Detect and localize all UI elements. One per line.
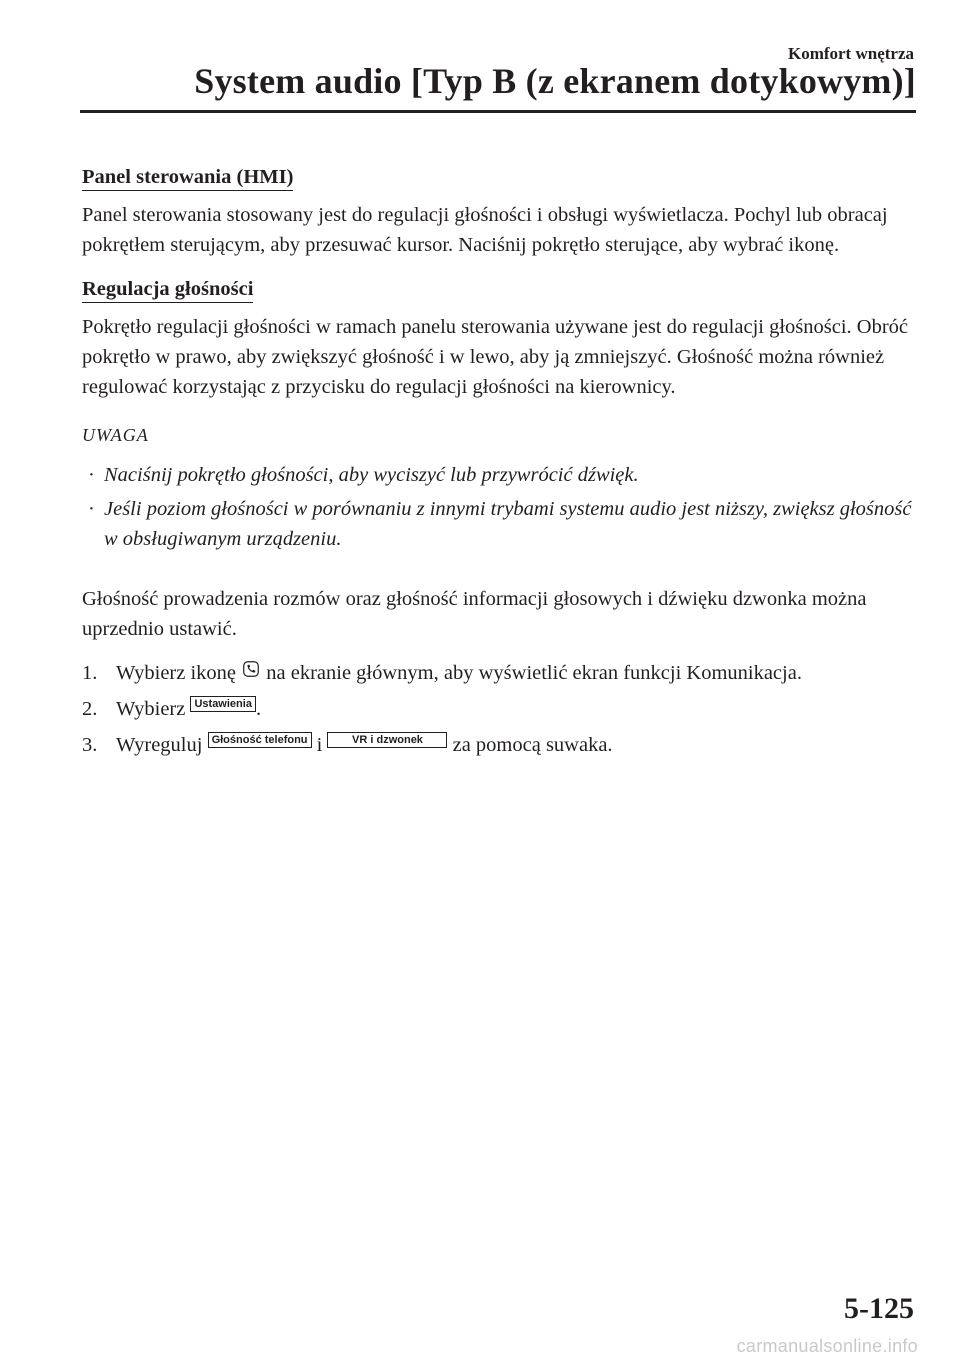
bullet-icon: · — [88, 498, 95, 520]
note-text: Naciśnij pokrętło głośności, aby wyciszyć lub przywrócić dźwięk. — [104, 464, 639, 486]
watermark: carmanualsonline.info — [736, 1336, 918, 1356]
step-number: 2. — [82, 698, 98, 720]
step-text: Wybierz — [116, 698, 186, 720]
step-text: za pomocą suwaka. — [452, 734, 613, 756]
note-text: Jeśli poziom głośności w porównaniu z innymi trybami systemu audio jest niższy, zwiększ głośność w obsługiwanym urządzeniu. — [104, 498, 912, 550]
phone-icon — [243, 661, 259, 677]
page-content — [82, 162, 912, 766]
bullet-icon: · — [88, 464, 95, 486]
call-volume-intro: Głośność prowadzenia rozmów oraz głośność informacji głosowych i dźwięku dzwonka można uprzednio ustawić. — [82, 588, 867, 640]
step-text: . — [255, 698, 262, 720]
section-label: Komfort wnętrza — [787, 44, 914, 63]
vr-ringtone-button[interactable]: VR i dzwonek — [327, 732, 447, 748]
step-text: na ekranie głównym, aby wyświetlić ekran funkcji Komunikacja. — [266, 662, 802, 684]
step-number: 1. — [82, 662, 98, 684]
phone-volume-button[interactable]: Głośność telefonu — [208, 732, 312, 748]
step-text: i — [316, 734, 323, 756]
volume-heading: Regulacja głośności — [82, 277, 253, 303]
note-label: UWAGA — [82, 425, 149, 445]
page-title: System audio [Typ B (z ekranem dotykowym)] — [194, 61, 916, 101]
panel-heading: Panel sterowania (HMI) — [82, 165, 293, 191]
volume-paragraph: Pokrętło regulacji głośności w ramach panelu sterowania używane jest do regulacji głośności. Obróć pokrętło w prawo, aby zwiększyć głośność i w lewo, aby ją zmniejszyć. Głośność można również regulować korzystając z przycisku do regulacji głośności na kierownicy. — [82, 316, 909, 398]
note-item — [82, 460, 912, 490]
step-item — [82, 658, 912, 688]
page-number: 5-125 — [844, 1292, 914, 1325]
step-item — [82, 694, 912, 724]
header-divider — [80, 110, 916, 113]
steps-list — [82, 658, 912, 760]
step-item — [82, 730, 912, 760]
panel-heading-wrap — [82, 162, 912, 192]
volume-heading-wrap — [82, 274, 912, 304]
panel-paragraph: Panel sterowania stosowany jest do regulacji głośności i obsługi wyświetlacza. Pochyl lub obracaj pokrętłem sterującym, aby przesuwać kursor. Naciśnij pokrętło sterujące, aby wybrać ikonę. — [82, 204, 888, 256]
note-item — [82, 494, 912, 554]
note-list — [82, 460, 912, 554]
step-text: Wybierz ikonę — [116, 662, 237, 684]
settings-button[interactable]: Ustawienia — [190, 696, 255, 712]
step-text: Wyreguluj — [116, 734, 203, 756]
step-number: 3. — [82, 734, 98, 756]
